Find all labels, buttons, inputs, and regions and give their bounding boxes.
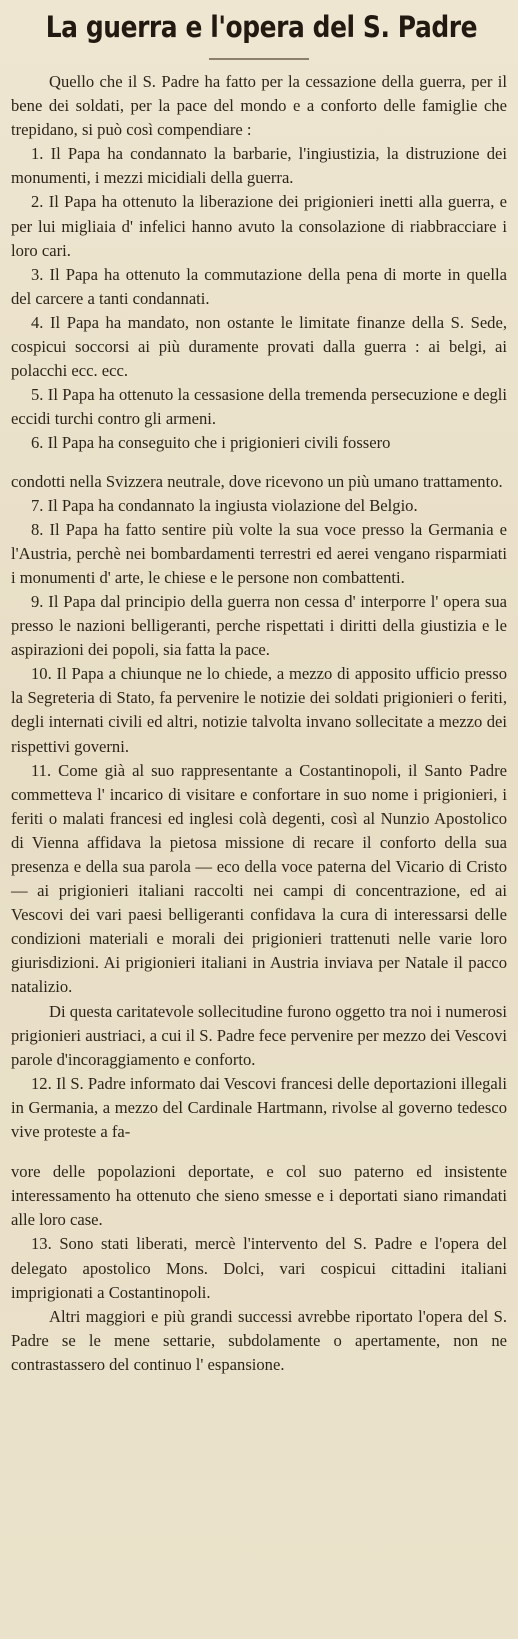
paragraph-3: 3. Il Papa ha ottenuto la commutazione della pena di morte in quella del carcere a tanti condannati. — [11, 264, 507, 308]
paragraph-2: 2. Il Papa ha ottenuto la liberazione dei prigionieri inetti alla guerra, e per lui migliaia d' infelici hanno avuto la consolazione di riabbracciare i loro cari. — [11, 192, 507, 260]
paragraph-intro: Quello che il S. Padre ha fatto per la cessazione della guerra, per il bene dei soldati, per la pace del mondo e a conforto delle famiglie che trepidano, si può così compendiare : — [11, 72, 507, 140]
page-title: La guerra e l'opera del S. Padre — [45, 10, 478, 44]
paragraph-11: 11. Come già al suo rappresentante a Costantinopoli, il Santo Padre commetteva l' incarico di visitare e confortare in suo nome i prigionieri, i feriti o malati francesi ed inglesi colà degenti, così al Nunzio Apostolico di Vienna affidava la pietosa missione di recare il conforto della sua presenza e della sua parola — eco della voce paterna del Vicario di Cristo — ai prigionieri italiani raccolti nei campi di concentrazione, ed ai Vescovi dei vari paesi belligeranti confidava la cura di interessarsi delle condizioni materiali e morali dei prigionieri trattenuti nelle varie loro giurisdizioni. Ai prigionieri italiani in Austria inviava per Natale il pacco natalizio. — [11, 760, 507, 997]
paragraph-6: 6. Il Papa ha conseguito che i prigionieri civili fossero — [31, 433, 391, 453]
title-divider — [209, 58, 309, 60]
paragraph-9: 9. Il Papa dal principio della guerra non cessa d' interporre l' opera sua presso le nazioni belligeranti, perche rispettati i diritti della giustizia e le aspirazioni dei popoli, sia fatta la pace. — [11, 591, 507, 660]
paragraph-closing: Altri maggiori e più grandi successi avrebbe riportato l'opera del S. Padre se le mene settarie, subdolamente o apertamente, non ne contrastassero del continuo l' espansione. — [11, 1306, 507, 1374]
paragraph-12: 12. Il S. Padre informato dai Vescovi francesi delle deportazioni illegali in Germania, a mezzo del Cardinale Hartmann, rivolse al governo tedesco vive proteste a fa- — [11, 1073, 507, 1142]
article-body — [11, 70, 507, 1377]
paragraph-8: 8. Il Papa ha fatto sentire più volte la sua voce presso la Germania e l'Austria, perchè nei bombardamenti terrestri ed aerei vengano risparmiati i monumenti d' arte, le chiese e le persone non combattenti. — [11, 519, 507, 587]
paragraph-10: 10. Il Papa a chiunque ne lo chiede, a mezzo di apposito ufficio presso la Segreteria di Stato, fa pervenire le notizie dei soldati prigionieri o feriti, degli internati civili ed altri, notizie talvolta invano sollecitate a mezzo dei rispettivi governi. — [11, 664, 507, 756]
paragraph-7: 7. Il Papa ha condannato la ingiusta violazione del Belgio. — [31, 495, 418, 515]
paragraph-13: 13. Sono stati liberati, mercè l'intervento del S. Padre e l'opera del delegato apostolico Mons. Dolci, vari cospicui cittadini italiani imprigionati a Costantinopoli. — [11, 1234, 507, 1302]
paragraph-12-continued: vore delle popolazioni deportate, e col suo paterno ed insistente interessamento ha ottenuto che sieno smesse e i deportati siano rimandati alle loro case. — [11, 1162, 507, 1230]
paragraph-5: 5. Il Papa ha ottenuto la cessasione della tremenda persecuzione e degli eccidi turchi contro gli armeni. — [11, 385, 507, 429]
paragraph-austrian-prisoners: Di questa caritatevole sollecitudine furono oggetto tra noi i numerosi prigionieri austriaci, a cui il S. Padre fece pervenire per mezzo dei Vescovi parole d'incoraggiamento e conforto. — [11, 1001, 507, 1069]
paragraph-1: 1. Il Papa ha condannato la barbarie, l'ingiustizia, la distruzione dei monumenti, i mezzi micidiali della guerra. — [11, 144, 507, 188]
paragraph-6-continued: condotti nella Svizzera neutrale, dove ricevono un più umano trattamento. — [11, 471, 503, 491]
paragraph-4: 4. Il Papa ha mandato, non ostante le limitate finanze della S. Sede, cospicui soccorsi ai più duramente provati dalla guerra : ai belgi, ai polacchi ecc. ecc. — [11, 312, 507, 381]
